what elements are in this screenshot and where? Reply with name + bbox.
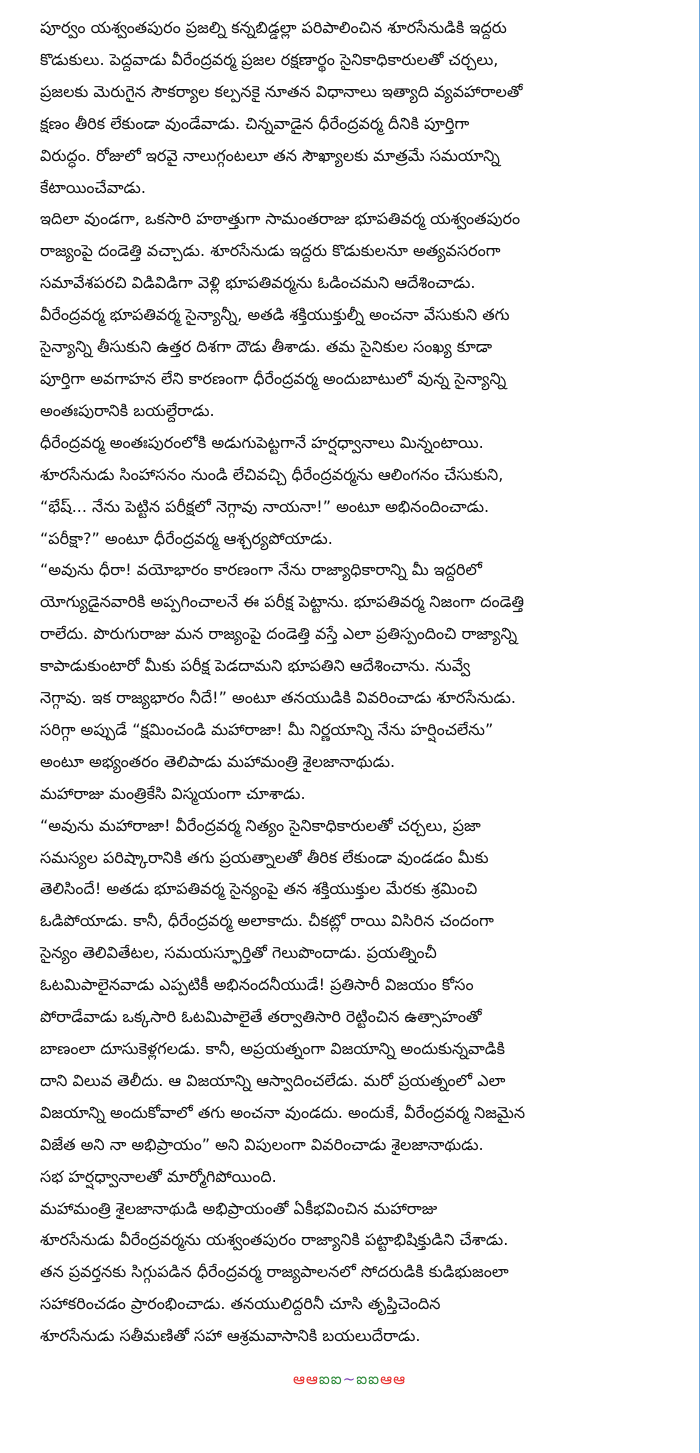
story-paragraph: సరిగ్గా అప్పుడే “క్షమించండి మహారాజా! మీ నిర్ణయాన్ని నేను హర్షించలేను” అంటూ అభ్యంతరం తెలిపాడు మహామంత్రి శైలజానాథుడు. bbox=[40, 719, 494, 771]
story-paragraph: పూర్వం యశ్వంతపురం ప్రజల్ని కన్నబిడ్డల్లా పరిపాలించిన శూరసేనుడికి ఇద్దరు కొడుకులు. పెద్దవాడు వీరేంద్రవర్మ ప్రజల రక్షణార్థం సైనికాధికారులతో చర్చలు, ప్రజలకు మెరుగైన సౌకర్యాల కల్పనకై నూతన విధానాలు ఇత్యాది వ్యవహారాలతో క్షణం తీరిక లేకుండా వుండేవాడు. చిన్నవాడైన ధీరేంద్రవర్మ దీనికి పూర్తిగా విరుద్ధం. రోజులో ఇరవై నాలుగ్గంటలూ తన సౌఖ్యాలకు మాత్రమే సమయాన్ని కేటాయించేవాడు. bbox=[40, 18, 523, 197]
story-paragraph: సభ హర్షధ్వానాలతో మార్మోగిపోయింది. bbox=[40, 1166, 277, 1186]
ornament-segment: ఐఐ bbox=[356, 1370, 381, 1388]
story-paragraph: ధీరేంద్రవర్మ అంతఃపురంలోకి అడుగుపెట్టగానే హర్షధ్వానాలు మిన్నంటాయి. శూరసేనుడు సింహాసనం నుండి లేచివచ్చి ధీరేంద్రవర్మను ఆలింగనం చేసుకుని, “భేష్... నేను పెట్టిన పరీక్షలో నెగ్గావు నాయనా!” అంటూ అభినందించాడు. bbox=[40, 432, 504, 516]
story-paragraph: మహారాజు మంత్రికేసి విస్మయంగా చూశాడు. bbox=[40, 783, 306, 803]
story-paragraph: “అవును మహారాజా! వీరేంద్రవర్మ నిత్యం సైనికాధికారులతో చర్చలు, ప్రజా సమస్యల పరిష్కారానికి తగు ప్రయత్నాలతో తీరిక లేకుండా వుండడం మీకు తెలిసిందే! అతడు భూపతివర్మ సైన్యంపై తన శక్తియుక్తుల మేరకు శ్రమించి ఓడిపోయాడు. కానీ, ధీరేంద్రవర్మ అలాకాదు. చీకట్లో రాయి విసిరిన చందంగా సైన్యం తెలివితేటల, సమయస్ఫూర్తితో గెలుపొందాడు. ప్రయత్నించీ ఓటమిపాలైనవాడు ఎప్పటికీ అభినందనీయుడే! ప్రతిసారీ విజయం కోసం పోరాడేవాడు ఒక్కసారి ఓటమిపాలైతే తర్వాతిసారి రెట్టించిన ఉత్సాహంతో బాణంలా దూసుకెళ్లగలడు. కానీ, అప్రయత్నంగా విజయాన్ని అందుకున్నవాడికి దాని విలువ తెలీదు. ఆ విజయాన్ని ఆస్వాదించలేడు. మరో ప్రయత్నంలో ఎలా విజయాన్ని అందుకోవాలో తగు అంచనా వుండదు. అందుకే, వీరేంద్రవర్మ నిజమైన విజేత అని నా అభిప్రాయం” అని విపులంగా వివరించాడు శైలజానాథుడు. bbox=[40, 815, 526, 1154]
ornament-segment: ఆఆ bbox=[292, 1370, 319, 1388]
story-paragraph: మహామంత్రి శైలజానాథుడి అభిప్రాయంతో ఏకీభవించిన మహారాజు శూరసేనుడు వీరేంద్రవర్మను యశ్వంతపురం రాజ్యానికి పట్టాభిషిక్తుడిని చేశాడు. తన ప్రవర్తనకు సిగ్గుపడిన ధీరేంద్రవర్మ రాజ్యపాలనలో సోదరుడికి కుడిభుజంలా సహాకరించడం ప్రారంభించాడు. తనయులిద్దరినీ చూసి తృప్తిచెందిన శూరసేనుడు సతీమణితో సహా ఆశ్రమవాసానికి బయలుదేరాడు. bbox=[40, 1198, 509, 1346]
ornament-segment: ఆఆ bbox=[380, 1370, 407, 1388]
end-ornament bbox=[0, 1370, 699, 1392]
story-paragraph: “అవును ధీరా! వయోభారం కారణంగా నేను రాజ్యాధికారాన్ని మీ ఇద్దరిలో యోగ్యుడైనవారికి అప్పగించాలనే ఈ పరీక్ష పెట్టాను. భూపతివర్మ నిజంగా దండెత్తి రాలేదు. పొరుగురాజు మన రాజ్యంపై దండెత్తి వస్తే ఎలా ప్రతిస్పందించి రాజ్యాన్ని కాపాడుకుంటారో మీకు పరీక్ష పెడదామని భూపతిని ఆదేశించాను. నువ్వే నెగ్గావు. ఇక రాజ్యభారం నీదే!” అంటూ తనయుడికి వివరించాడు శూరసేనుడు. bbox=[40, 560, 525, 708]
ornament-segment: ఐఐ bbox=[318, 1370, 343, 1388]
story-paragraph: ఇదిలా వుండగా, ఒకసారి హఠాత్తుగా సామంతరాజు భూపతివర్మ యశ్వంతపురం రాజ్యంపై దండెత్తి వచ్చాడు. శూరసేనుడు ఇద్దరు కొడుకులనూ అత్యవసరంగా సమావేశపరచి విడివిడిగా వెళ్లి భూపతివర్మను ఓడించమని ఆదేశించాడు. వీరేంద్రవర్మ భూపతివర్మ సైన్యాన్నీ, అతడి శక్తియుక్తుల్నీ అంచనా వేసుకుని తగు సైన్యాన్ని తీసుకుని ఉత్తర దిశగా దౌడు తీశాడు. తమ సైనికుల సంఖ్య కూడా పూర్తిగా అవగాహన లేని కారణంగా ధీరేంద్రవర్మ అందుబాటులో వున్న సైన్యాన్ని అంతఃపురానికి బయల్దేరాడు. bbox=[40, 209, 521, 420]
story-paragraph: “పరీక్షా?” అంటూ ధీరేంద్రవర్మ ఆశ్చర్యపోయాడు. bbox=[40, 528, 333, 548]
ornament-segment: ~ bbox=[342, 1370, 357, 1388]
